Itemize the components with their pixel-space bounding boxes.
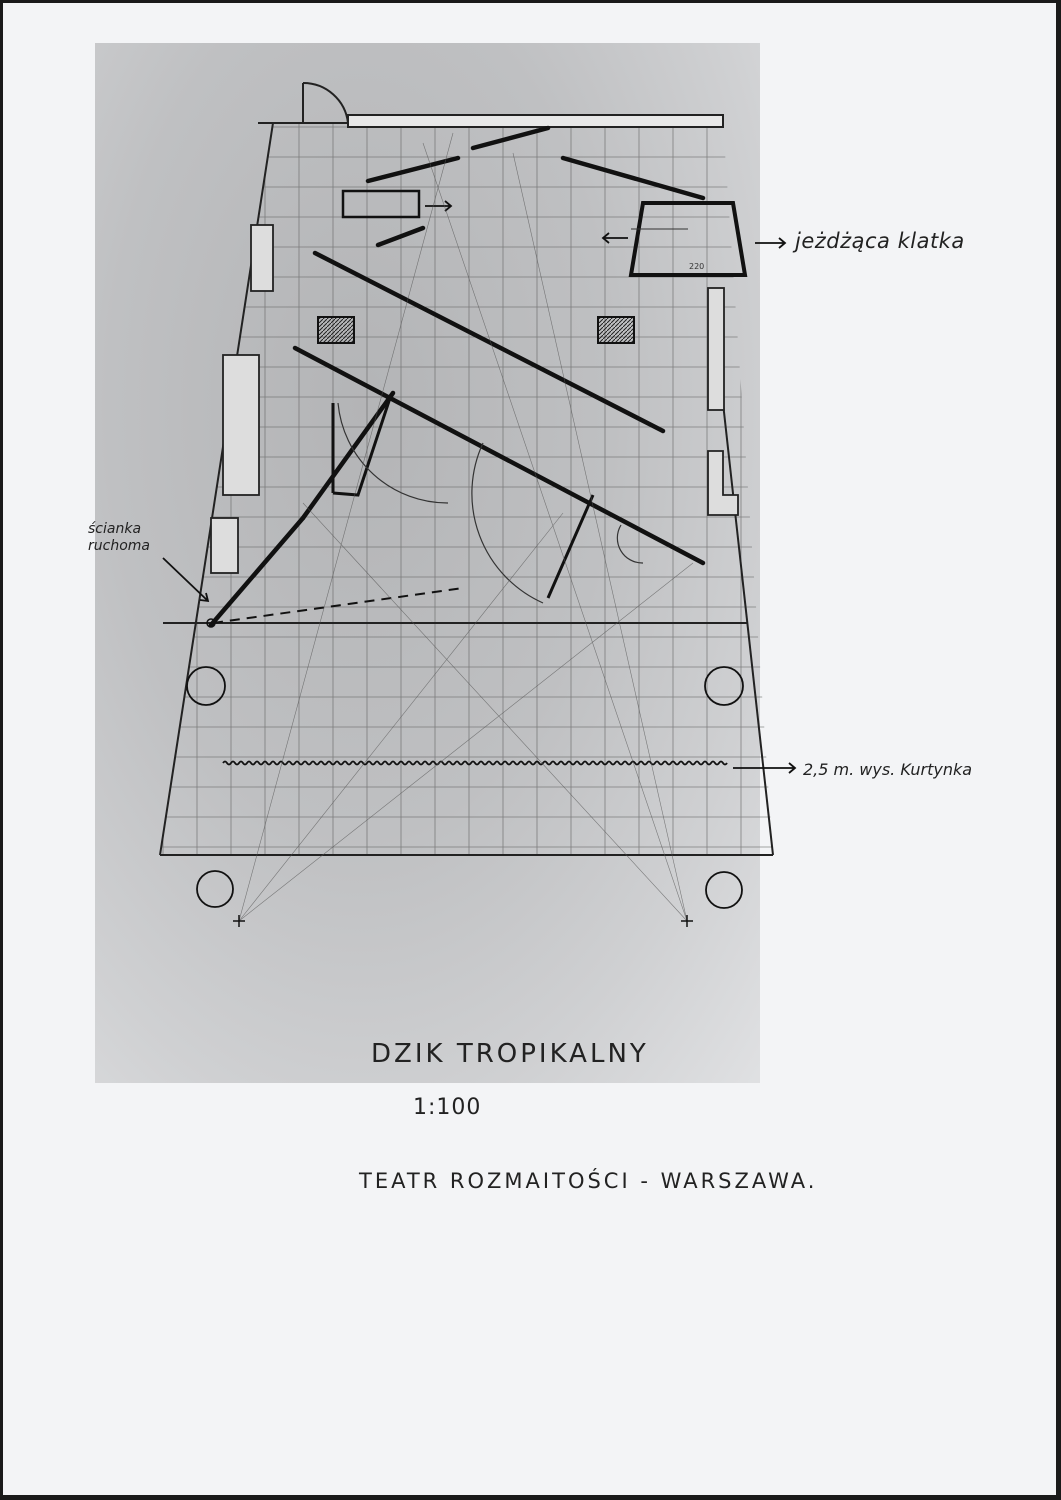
scenic-walls xyxy=(211,128,703,625)
drawing-scale: 1:100 xyxy=(413,1095,482,1120)
cross-markers xyxy=(233,915,693,927)
sightlines xyxy=(239,133,693,921)
swing-arcs xyxy=(338,403,643,603)
movable-wall-label: ścianka ruchoma xyxy=(88,521,150,554)
platform-rect xyxy=(343,191,419,217)
stage-floor-plan xyxy=(3,3,1056,1495)
venue-name: TEATR ROZMAITOŚCI - WARSZAWA. xyxy=(359,1169,818,1193)
dimension-label: 220 xyxy=(689,262,705,271)
travel-path xyxy=(213,588,463,623)
sliding-cage xyxy=(631,203,745,275)
door-arc-icon xyxy=(303,83,348,123)
circle-markers xyxy=(187,667,743,908)
column-left xyxy=(318,317,354,343)
curtain-label: 2,5 m. wys. Kurtynka xyxy=(803,760,973,779)
paper-sheet xyxy=(3,3,1056,1495)
drawing-title: DZIK TROPIKALNY xyxy=(371,1039,649,1069)
column-right xyxy=(598,317,634,343)
sliding-cage-label: jeżdżąca klatka xyxy=(795,229,965,253)
